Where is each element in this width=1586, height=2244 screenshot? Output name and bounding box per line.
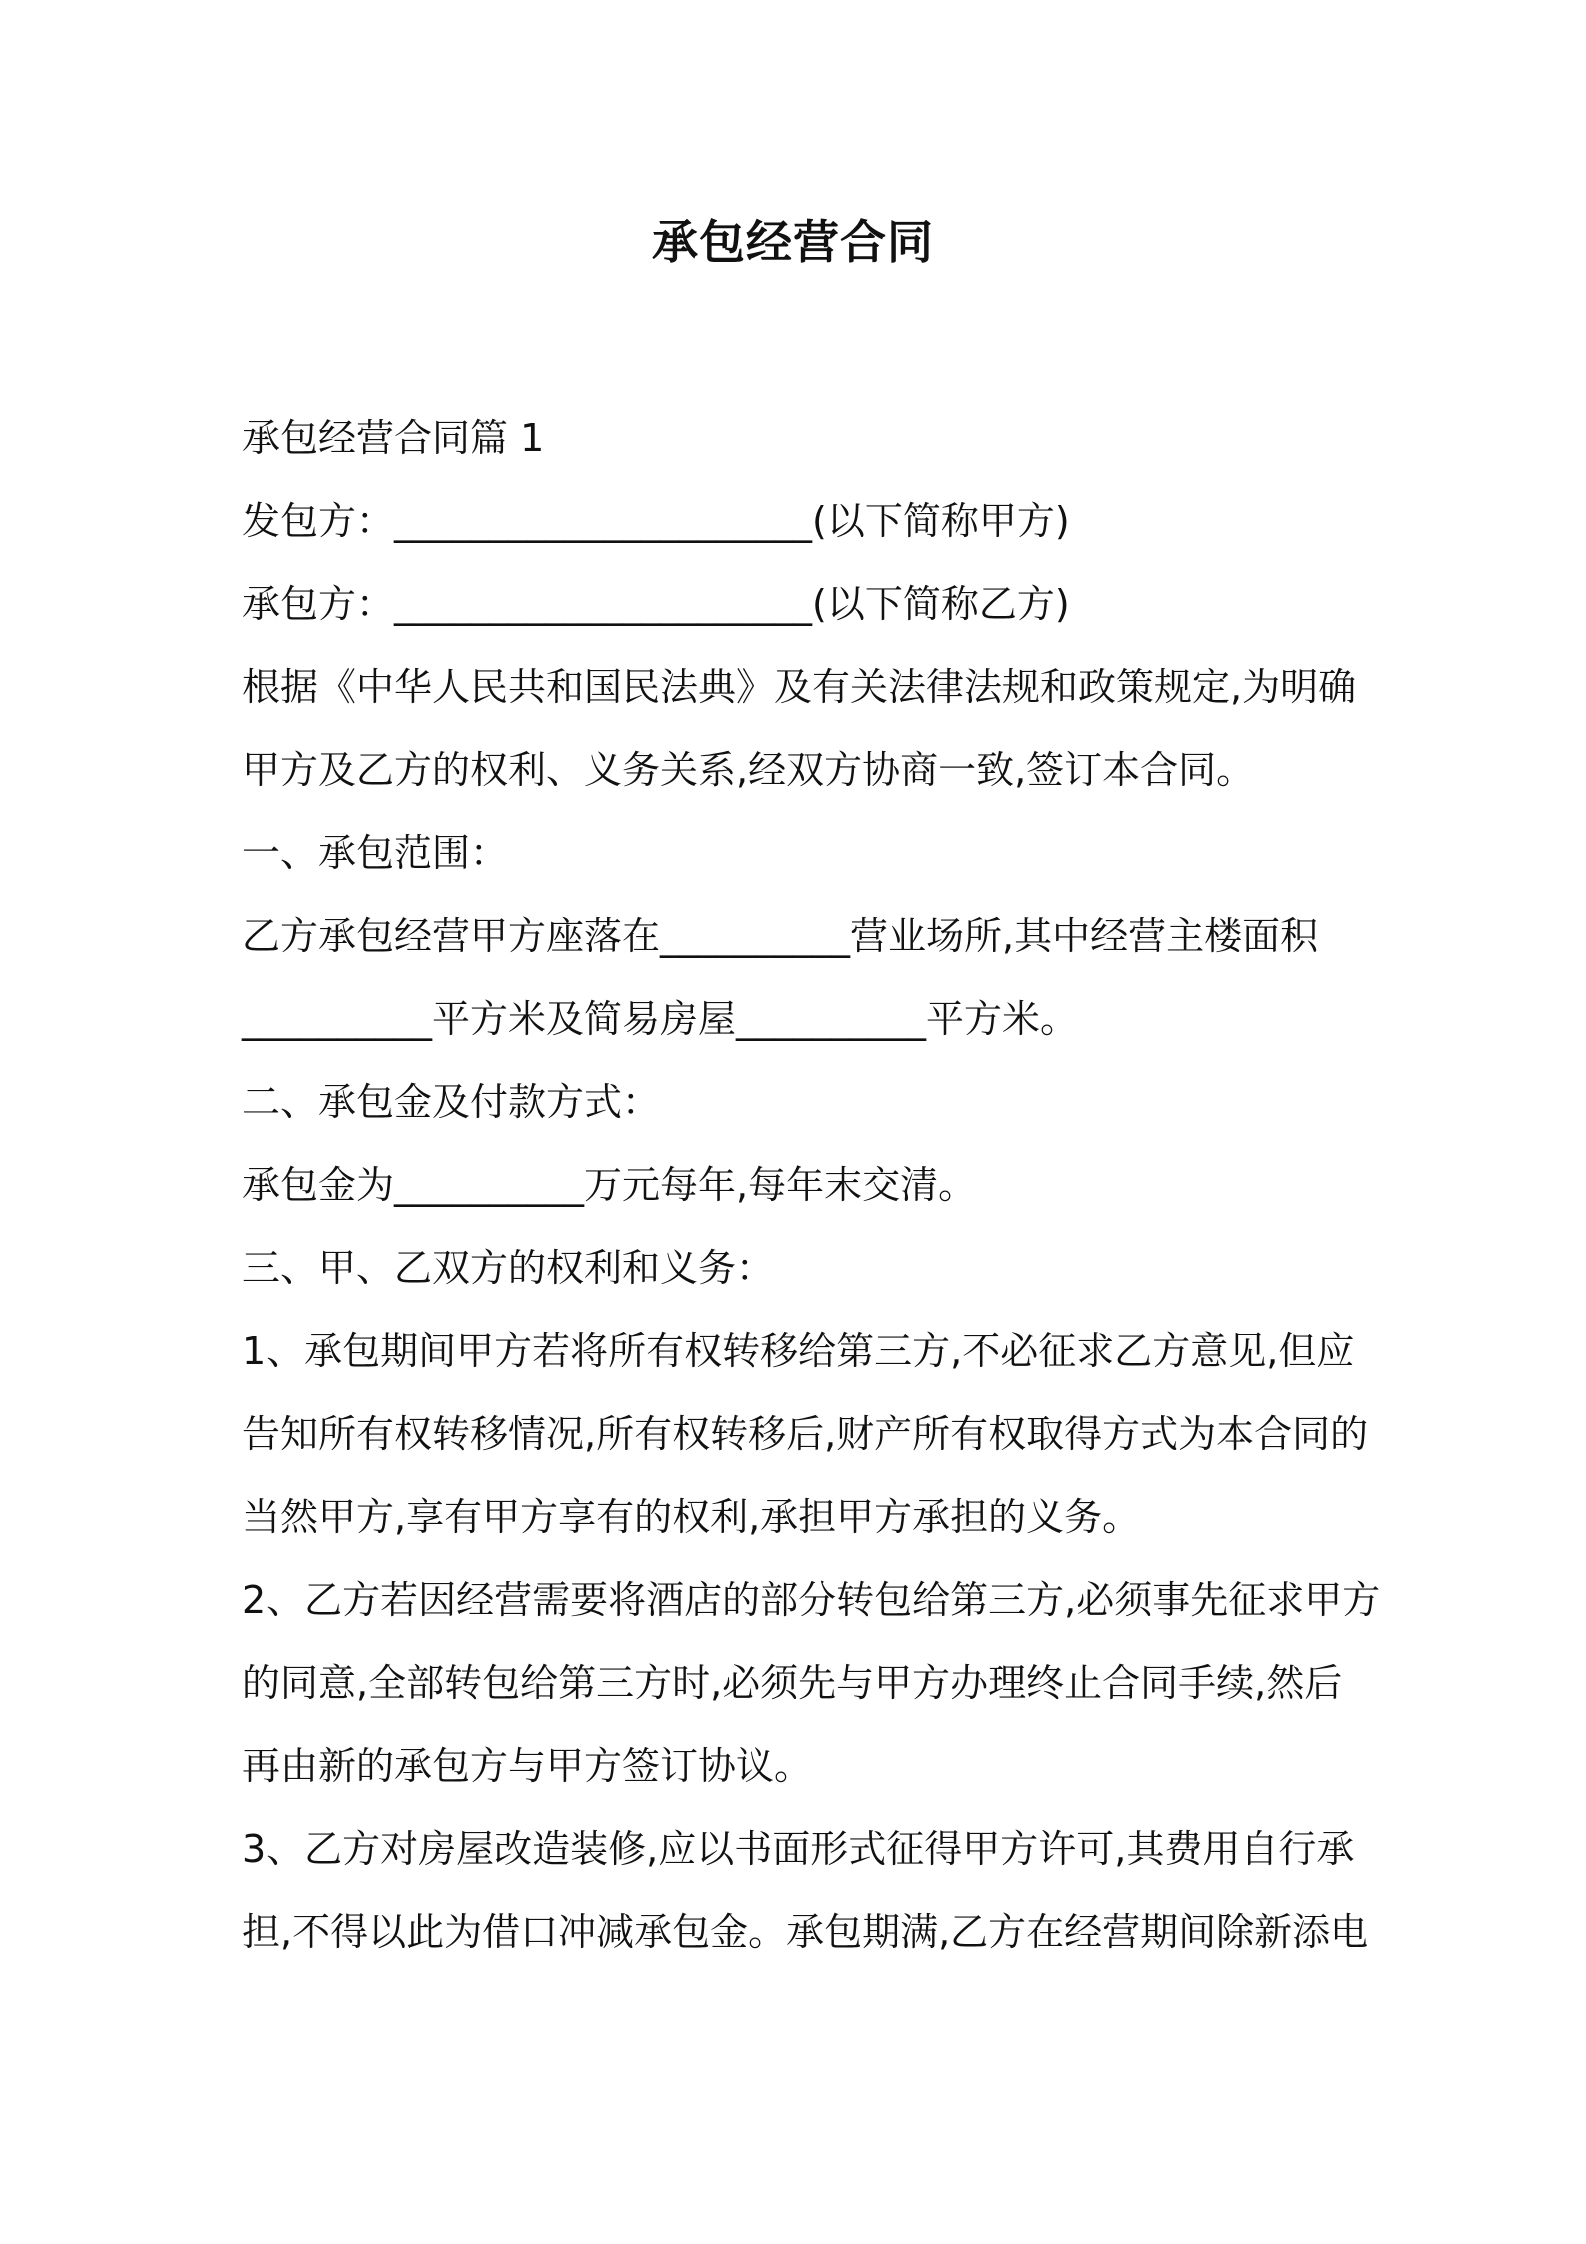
document-title: 承包经营合同 bbox=[652, 215, 934, 269]
document-body bbox=[242, 408, 1392, 1985]
body-line: 3、乙方对房屋改造装修,应以书面形式征得甲方许可,其费用自行承 bbox=[242, 1827, 1355, 1871]
body-line: 告知所有权转移情况,所有权转移后,财产所有权取得方式为本合同的 bbox=[242, 1412, 1369, 1456]
section-heading: 承包经营合同篇 1 bbox=[242, 416, 545, 460]
party-b-line: 承包方：______________________(以下简称乙方) bbox=[242, 582, 1070, 626]
body-line: 根据《中华人民共和国民法典》及有关法律法规和政策规定,为明确 bbox=[242, 665, 1357, 709]
body-line: 当然甲方,享有甲方享有的权利,承担甲方承担的义务。 bbox=[242, 1495, 1141, 1539]
body-line: 2、乙方若因经营需要将酒店的部分转包给第三方,必须事先征求甲方 bbox=[242, 1578, 1381, 1622]
body-line: 再由新的承包方与甲方签订协议。 bbox=[242, 1744, 813, 1788]
body-line: 的同意,全部转包给第三方时,必须先与甲方办理终止合同手续,然后 bbox=[242, 1661, 1343, 1705]
body-line: 乙方承包经营甲方座落在__________营业场所,其中经营主楼面积 bbox=[242, 914, 1319, 958]
clause-heading: 一、承包范围： bbox=[242, 831, 509, 875]
party-a-line: 发包方：______________________(以下简称甲方) bbox=[242, 499, 1070, 543]
body-line: 1、承包期间甲方若将所有权转移给第三方,不必征求乙方意见,但应 bbox=[242, 1329, 1355, 1373]
body-line: 承包金为__________万元每年,每年末交清。 bbox=[242, 1163, 977, 1207]
body-line: 甲方及乙方的权利、义务关系,经双方协商一致,签订本合同。 bbox=[242, 748, 1255, 792]
clause-heading: 二、承包金及付款方式： bbox=[242, 1080, 661, 1124]
clause-heading: 三、甲、乙双方的权利和义务： bbox=[242, 1246, 775, 1290]
body-line: __________平方米及简易房屋__________平方米。 bbox=[242, 997, 1079, 1041]
body-line: 担,不得以此为借口冲减承包金。承包期满,乙方在经营期间除新添电 bbox=[242, 1910, 1369, 1954]
